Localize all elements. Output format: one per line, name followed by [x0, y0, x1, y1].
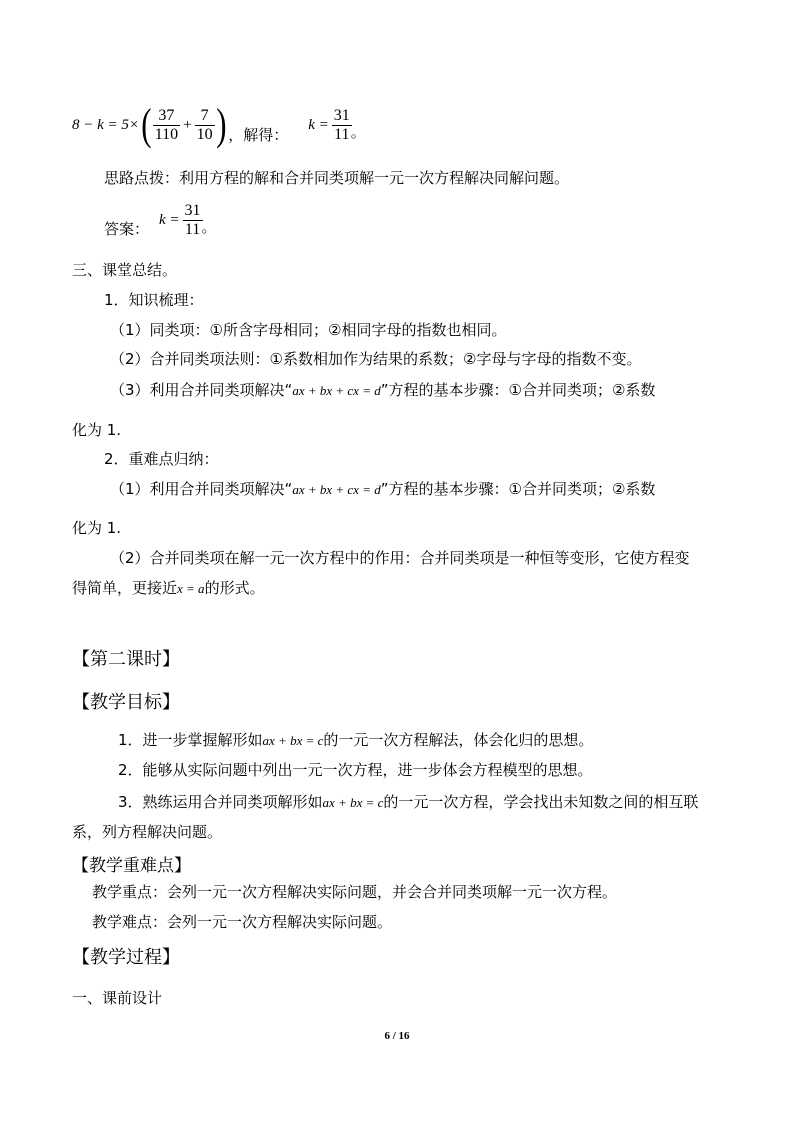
k-equals: k =	[308, 117, 329, 133]
text: （3）利用合并同类项解决“	[110, 381, 293, 399]
summary-1: 1．知识梳理：	[104, 291, 204, 309]
left-paren: (	[141, 100, 152, 149]
equation-line	[72, 100, 366, 150]
fraction-numerator: 31	[184, 201, 201, 219]
fraction-denominator: 11	[334, 125, 350, 143]
text: 1．进一步掌握解形如	[118, 731, 263, 749]
text: 3．熟练运用合并同类项解形如	[118, 793, 323, 811]
equation: x = a	[177, 581, 205, 596]
answer-fraction	[184, 202, 202, 239]
summary-1-2: （2）合并同类项法则：①系数相加作为结果的系数；②字母与字母的指数不变。	[110, 350, 642, 368]
summary-1-1: （1）同类项：①所含字母相同；②相同字母的指数也相同。	[110, 321, 507, 339]
section-3-heading: 三、课堂总结。	[72, 261, 178, 279]
text: 的形式。	[204, 579, 265, 597]
text: （1）利用合并同类项解决“	[110, 480, 293, 498]
answer-line	[104, 198, 217, 242]
fraction-numerator: 31	[333, 106, 350, 124]
summary-1-3	[110, 380, 655, 401]
key-points-heading: 【教学重难点】	[72, 856, 191, 876]
plus-sign: +	[183, 117, 192, 133]
period: 。	[201, 218, 217, 236]
equation: ax + bx + cx = d	[292, 482, 381, 497]
fraction-7-10	[196, 107, 214, 144]
equation-lhs: 8 − k = 5×	[72, 117, 140, 133]
summary-2-2-cont	[72, 578, 265, 599]
fraction-denominator: 11	[184, 220, 201, 238]
equation: ax + bx + cx = d	[292, 383, 381, 398]
text: ”方程的基本步骤：①合并同类项；②系数	[380, 381, 656, 399]
text: ”方程的基本步骤：①合并同类项；②系数	[380, 480, 656, 498]
period: 。	[350, 123, 366, 141]
text: 的一元一次方程，学会找出未知数之间的相互联	[383, 793, 699, 811]
goal-1	[118, 730, 593, 751]
answer-label: 答案：	[104, 220, 150, 238]
summary-2: 2．重难点归纳：	[104, 450, 219, 468]
text: 得简单，更接近	[72, 579, 178, 597]
tip-text: 思路点拨：利用方程的解和合并同类项解一元一次方程解决同解问题。	[104, 169, 570, 187]
text: 的一元一次方程解法，体会化归的思想。	[323, 731, 594, 749]
fraction-numerator: 7	[200, 106, 209, 124]
goal-3-cont: 系，列方程解决问题。	[72, 823, 223, 841]
equation: ax + bx = c	[262, 733, 324, 748]
key-point-2: 教学难点：会列一元一次方程解决实际问题。	[92, 913, 393, 931]
summary-2-1-cont: 化为 1.	[72, 519, 122, 537]
lesson-2-heading: 【第二课时】	[72, 649, 180, 670]
fraction-31-11	[333, 107, 351, 144]
solve-label: ，解得：	[228, 126, 289, 144]
summary-2-2: （2）合并同类项在解一元一次方程中的作用：合并同类项是一种恒等变形，它使方程变	[110, 549, 690, 567]
process-item-1: 一、课前设计	[72, 989, 163, 1007]
right-paren: )	[215, 100, 227, 149]
goals-heading: 【教学目标】	[72, 692, 180, 713]
goal-3	[118, 792, 698, 813]
k-equals: k =	[159, 212, 180, 228]
fraction-37-110	[154, 107, 179, 144]
page-number: 6 / 16	[384, 1030, 410, 1042]
goal-2: 2．能够从实际问题中列出一元一次方程，进一步体会方程模型的思想。	[118, 761, 593, 779]
fraction-numerator: 37	[158, 106, 175, 124]
equation: ax + bx = c	[322, 795, 384, 810]
summary-1-3-cont: 化为 1.	[72, 421, 122, 439]
process-heading: 【教学过程】	[72, 947, 180, 968]
key-point-1: 教学重点：会列一元一次方程解决实际问题，并会合并同类项解一元一次方程。	[92, 883, 618, 901]
fraction-denominator: 10	[196, 125, 213, 143]
summary-2-1	[110, 479, 655, 500]
fraction-denominator: 110	[154, 125, 179, 143]
